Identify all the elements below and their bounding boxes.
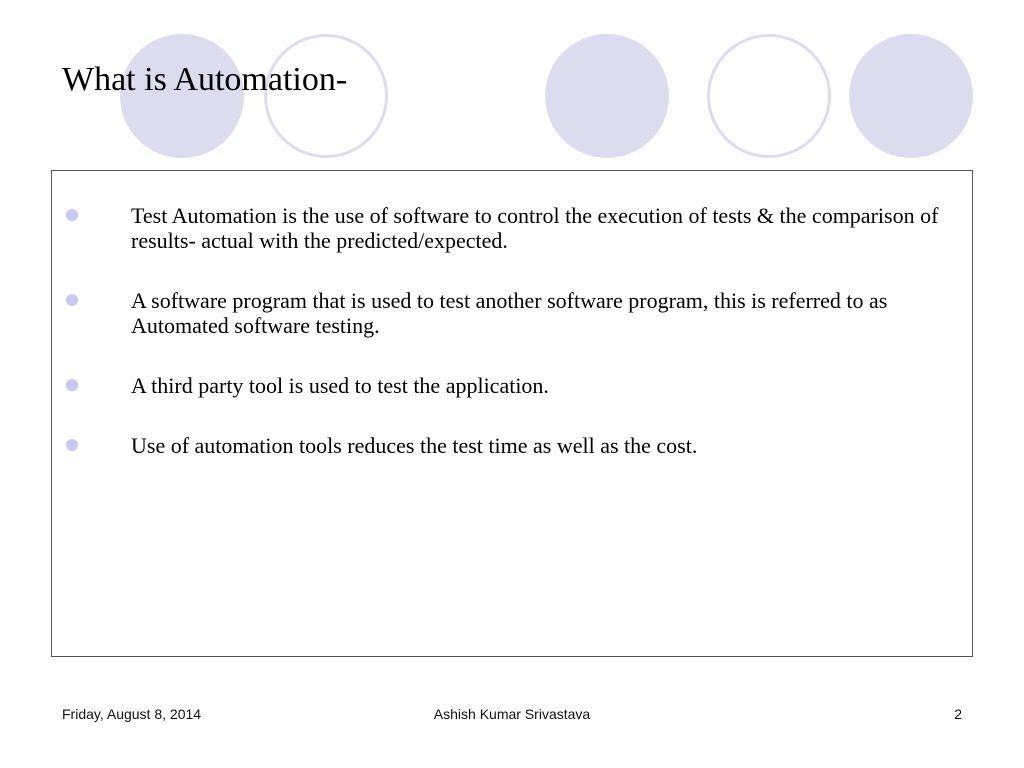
bullet-dot-icon xyxy=(66,439,78,451)
bullet-list xyxy=(52,203,972,493)
decorative-circle-filled xyxy=(849,34,973,158)
bullet-text: Test Automation is the use of software to control the execution of tests & the comparison of results- actual with the predicted/expected. xyxy=(131,203,939,253)
bullet-text: A software program that is used to test another software program, this is referred to as Automated software testing. xyxy=(131,288,888,338)
bullet-text: Use of automation tools reduces the test time as well as the cost. xyxy=(131,433,698,458)
bullet-dot-icon xyxy=(66,379,78,391)
footer-date: Friday, August 8, 2014 xyxy=(62,706,202,722)
decorative-circle-outline xyxy=(707,34,831,158)
bullet-item xyxy=(52,203,972,253)
slide-title: What is Automation- xyxy=(62,61,348,98)
bullet-dot-icon xyxy=(66,209,78,221)
bullet-item xyxy=(52,373,972,398)
footer-page-number: 2 xyxy=(954,706,962,722)
bullet-dot-icon xyxy=(66,294,78,306)
decorative-circle-filled xyxy=(545,34,669,158)
content-box xyxy=(51,170,973,657)
footer-author: Ashish Kumar Srivastava xyxy=(433,706,591,722)
bullet-item xyxy=(52,288,972,338)
bullet-text: A third party tool is used to test the application. xyxy=(131,373,549,398)
bullet-item xyxy=(52,433,972,458)
